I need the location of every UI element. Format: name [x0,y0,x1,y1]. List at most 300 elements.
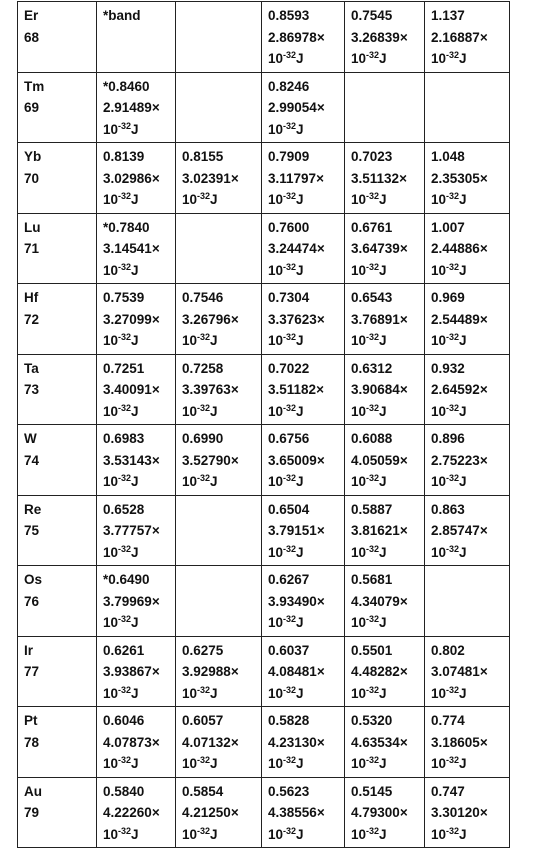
energy-mantissa: 4.07873 [103,734,152,750]
primary-value: 0.6275 [182,642,224,658]
value-cell [345,566,425,637]
exponent-power: -32 [118,543,132,554]
value-cell [97,495,176,566]
energy-mantissa-line [103,238,175,260]
energy-exponent-line [431,48,509,72]
value-cell [262,2,345,73]
energy-unit: J [459,685,467,701]
energy-unit: J [210,333,218,348]
energy-exponent-line [268,330,344,354]
exponent-power: -32 [366,332,380,342]
value-cell [425,495,510,566]
energy-mantissa-line [351,238,424,260]
times-sign: × [399,523,408,538]
energy-mantissa-line [268,591,344,613]
element-symbol: Er [24,8,39,23]
energy-mantissa: 3.90684 [351,382,400,397]
energy-mantissa-line [351,27,424,49]
times-sign: × [399,29,408,45]
energy-unit: J [296,51,304,66]
energy-unit: J [131,826,139,842]
energy-mantissa-line [431,802,509,824]
times-sign: × [230,452,239,468]
primary-value: 0.6312 [351,360,393,376]
element-cell [18,636,97,707]
energy-mantissa-line [268,238,344,260]
times-sign: × [399,805,408,820]
primary-value: 0.932 [431,360,465,376]
exponent-base: 10 [431,333,447,348]
energy-exponent-line [431,260,509,284]
table-row [18,777,510,848]
exponent-power: -32 [197,402,211,413]
value-cell [425,707,510,778]
energy-unit: J [379,544,387,560]
exponent-power: -32 [283,402,297,413]
element-cell [18,495,97,566]
value-cell [345,72,425,143]
exponent-power: -32 [446,402,460,413]
primary-value: 0.7546 [182,290,224,305]
atomic-number: 79 [24,805,40,820]
exponent-base: 10 [351,333,367,348]
energy-exponent-line [268,401,344,425]
value-cell [97,213,176,284]
energy-mantissa: 3.02391 [182,170,231,186]
table-row [18,495,510,566]
energy-mantissa: 3.93867 [103,664,152,679]
atomic-number: 77 [24,664,40,679]
exponent-power: -32 [118,402,132,413]
energy-exponent-line [268,683,344,707]
energy-exponent-line [268,189,344,213]
energy-unit: J [131,756,139,771]
energy-mantissa-line [431,379,509,401]
table-row [18,143,510,214]
energy-mantissa: 3.07481 [431,664,480,679]
exponent-base: 10 [103,474,119,489]
primary-value: 0.863 [431,501,465,517]
energy-unit: J [379,51,387,66]
energy-mantissa-line [182,732,261,754]
times-sign: × [399,664,408,679]
times-sign: × [316,241,325,256]
energy-exponent-line [351,330,424,354]
energy-exponent-line [182,471,261,495]
primary-value: 0.6990 [182,431,224,446]
element-symbol: W [24,431,37,446]
value-cell [345,777,425,848]
primary-value: 0.7304 [268,290,310,305]
value-cell [345,354,425,425]
value-cell [97,2,176,73]
primary-value: 0.6261 [103,642,145,658]
table-row [18,636,510,707]
energy-mantissa-line [268,520,344,542]
energy-unit: J [379,685,387,701]
element-symbol: Ir [24,642,34,658]
times-sign: × [151,593,160,609]
exponent-power: -32 [366,614,380,624]
energy-mantissa-line [351,732,424,754]
exponent-base: 10 [182,474,198,489]
energy-exponent-line [103,683,175,707]
exponent-base: 10 [268,826,284,842]
table-row [18,213,510,284]
energy-unit: J [379,333,387,348]
energy-mantissa: 4.38556 [268,805,317,820]
value-cell [97,354,176,425]
primary-value: 0.6057 [182,713,224,728]
exponent-base: 10 [351,544,367,560]
value-cell [176,566,262,637]
energy-mantissa-line [351,379,424,401]
exponent-power: -32 [283,261,297,272]
energy-exponent-line [351,260,424,284]
energy-mantissa: 2.85747 [431,523,480,538]
primary-value: 1.048 [431,149,465,164]
times-sign: × [316,805,325,820]
element-energy-table [17,1,510,848]
energy-exponent-line [182,189,261,213]
value-cell [425,284,510,355]
energy-unit: J [296,756,304,771]
exponent-power: -32 [118,684,132,695]
energy-unit: J [131,121,139,137]
energy-unit: J [296,615,304,630]
energy-exponent-line [182,753,261,777]
energy-mantissa-line [431,27,509,49]
exponent-power: -32 [283,120,297,131]
energy-mantissa-line [103,309,175,331]
energy-unit: J [459,826,467,842]
exponent-base: 10 [431,685,447,701]
energy-mantissa: 3.11797 [268,170,317,186]
energy-exponent-line [182,401,261,425]
exponent-base: 10 [182,685,198,701]
primary-value: 0.7600 [268,219,310,235]
energy-exponent-line [182,824,261,848]
energy-mantissa: 3.53143 [103,452,152,468]
exponent-base: 10 [431,51,447,66]
primary-value: 0.7539 [103,290,145,305]
element-cell [18,777,97,848]
exponent-power: -32 [446,543,460,554]
energy-exponent-line [351,48,424,72]
exponent-power: -32 [446,50,460,60]
times-sign: × [230,311,239,327]
primary-value: 0.896 [431,431,465,446]
primary-value: *band [103,8,141,23]
times-sign: × [151,523,160,538]
times-sign: × [399,593,408,609]
energy-mantissa-line [268,168,344,190]
energy-mantissa-line [351,450,424,472]
value-cell [176,72,262,143]
exponent-power: -32 [283,755,297,765]
exponent-power: -32 [118,191,132,201]
energy-unit: J [210,826,218,842]
exponent-power: -32 [283,825,297,836]
energy-exponent-line [103,189,175,213]
primary-value: 0.7258 [182,360,224,376]
primary-value: 0.8139 [103,149,145,164]
energy-unit: J [296,403,304,419]
element-cell [18,213,97,284]
energy-mantissa-line [431,732,509,754]
primary-value: 0.6267 [268,572,310,587]
energy-unit: J [459,544,467,560]
energy-mantissa: 3.81621 [351,523,400,538]
exponent-base: 10 [103,544,119,560]
primary-value: 0.6504 [268,501,310,517]
value-cell [262,354,345,425]
atomic-number: 69 [24,100,40,115]
element-cell [18,143,97,214]
exponent-base: 10 [182,403,198,419]
table-row [18,72,510,143]
primary-value: 0.7545 [351,8,393,23]
energy-mantissa-line [268,309,344,331]
exponent-power: -32 [197,825,211,836]
times-sign: × [399,452,408,468]
value-cell [425,143,510,214]
energy-mantissa-line [103,450,175,472]
element-symbol: Ta [24,360,39,376]
primary-value: 0.6983 [103,431,145,446]
value-cell [345,707,425,778]
atomic-number: 74 [24,452,40,468]
energy-exponent-line [431,330,509,354]
exponent-base: 10 [103,685,119,701]
exponent-base: 10 [431,756,447,771]
energy-unit: J [296,544,304,560]
value-cell [262,495,345,566]
exponent-base: 10 [351,826,367,842]
value-cell [176,495,262,566]
energy-mantissa: 4.07132 [182,734,231,750]
exponent-power: -32 [283,332,297,342]
exponent-base: 10 [431,192,447,207]
energy-unit: J [210,756,218,771]
value-cell [262,72,345,143]
primary-value: 0.6046 [103,713,145,728]
exponent-power: -32 [283,191,297,201]
value-cell [425,777,510,848]
energy-exponent-line [351,824,424,848]
exponent-base: 10 [103,192,119,207]
element-cell [18,72,97,143]
exponent-base: 10 [351,51,367,66]
primary-value: 0.5840 [103,783,145,799]
energy-mantissa: 3.37623 [268,311,317,327]
times-sign: × [479,29,488,45]
energy-mantissa: 3.30120 [431,805,480,820]
energy-mantissa-line [351,802,424,824]
energy-exponent-line [268,471,344,495]
value-cell [97,566,176,637]
exponent-power: -32 [118,120,132,131]
energy-unit: J [210,685,218,701]
value-cell [176,143,262,214]
value-cell [176,636,262,707]
exponent-power: -32 [118,332,132,342]
times-sign: × [399,170,407,186]
primary-value: 1.137 [431,8,465,23]
value-cell [176,213,262,284]
value-cell [97,777,176,848]
energy-exponent-line [268,542,344,566]
energy-mantissa: 4.22260 [103,805,152,820]
exponent-power: -32 [197,755,211,765]
value-cell [345,636,425,707]
exponent-power: -32 [118,473,132,483]
value-cell [176,2,262,73]
primary-value: *0.7840 [103,219,150,235]
energy-exponent-line [268,824,344,848]
exponent-power: -32 [366,50,380,60]
value-cell [345,213,425,284]
table-row [18,2,510,73]
exponent-base: 10 [431,474,447,489]
energy-exponent-line [103,542,175,566]
energy-exponent-line [351,683,424,707]
value-cell [176,707,262,778]
energy-exponent-line [103,119,175,143]
energy-mantissa: 3.39763 [182,382,231,397]
energy-unit: J [459,333,467,348]
exponent-base: 10 [182,333,198,348]
value-cell [262,566,345,637]
energy-unit: J [379,403,387,419]
value-cell [262,213,345,284]
exponent-power: -32 [366,191,380,201]
energy-exponent-line [268,753,344,777]
energy-mantissa: 3.76891 [351,311,400,327]
energy-unit: J [296,685,304,701]
energy-unit: J [459,756,467,771]
energy-unit: J [379,474,387,489]
energy-unit: J [459,192,467,207]
energy-unit: J [379,756,387,771]
energy-mantissa: 3.79969 [103,593,152,609]
exponent-base: 10 [268,756,284,771]
energy-exponent-line [182,683,261,707]
times-sign: × [230,664,239,679]
value-cell [425,72,510,143]
energy-mantissa: 2.64592 [431,382,480,397]
times-sign: × [316,100,325,115]
primary-value: 0.5320 [351,713,393,728]
value-cell [345,284,425,355]
energy-mantissa-line [351,309,424,331]
energy-mantissa-line [268,27,344,49]
element-symbol: Re [24,501,42,517]
value-cell [345,2,425,73]
energy-mantissa: 3.79151 [268,523,317,538]
element-symbol: Yb [24,149,42,164]
exponent-power: -32 [446,825,460,836]
energy-mantissa-line [268,732,344,754]
exponent-base: 10 [103,262,119,278]
energy-mantissa-line [431,238,509,260]
exponent-power: -32 [446,261,460,272]
exponent-power: -32 [283,684,297,695]
energy-mantissa: 2.54489 [431,311,480,327]
primary-value: 0.7251 [103,360,145,376]
exponent-power: -32 [118,755,132,765]
energy-mantissa: 3.93490 [268,593,317,609]
energy-unit: J [131,333,139,348]
exponent-base: 10 [351,192,367,207]
primary-value: 0.5623 [268,783,310,799]
times-sign: × [316,593,325,609]
primary-value: 0.6543 [351,290,393,305]
energy-unit: J [131,615,139,630]
energy-mantissa: 2.91489 [103,100,152,115]
energy-exponent-line [351,189,424,213]
energy-exponent-line [268,612,344,636]
energy-mantissa: 3.02986 [103,170,152,186]
energy-mantissa-line [351,520,424,542]
value-cell [97,72,176,143]
exponent-base: 10 [103,121,119,137]
energy-mantissa-line [103,520,175,542]
value-cell [97,707,176,778]
table-row [18,354,510,425]
energy-unit: J [210,192,218,207]
exponent-base: 10 [103,756,119,771]
value-cell [425,2,510,73]
energy-unit: J [296,333,304,348]
times-sign: × [316,452,325,468]
energy-unit: J [459,474,467,489]
energy-exponent-line [431,683,509,707]
exponent-base: 10 [182,826,198,842]
exponent-base: 10 [431,262,447,278]
value-cell [262,777,345,848]
energy-mantissa: 2.99054 [268,100,317,115]
energy-mantissa: 2.44886 [431,241,480,256]
times-sign: × [151,805,160,820]
energy-mantissa-line [431,450,509,472]
element-symbol: Pt [24,713,38,728]
times-sign: × [151,241,160,256]
energy-mantissa: 3.18605 [431,734,480,750]
table-body [18,2,510,848]
times-sign: × [230,170,239,186]
energy-mantissa: 3.26796 [182,311,231,327]
exponent-power: -32 [366,684,380,695]
value-cell [176,354,262,425]
energy-mantissa: 3.52790 [182,452,231,468]
exponent-base: 10 [351,474,367,489]
value-cell [262,425,345,496]
atomic-number: 68 [24,29,40,45]
atomic-number: 76 [24,593,40,609]
energy-mantissa-line [431,661,509,683]
energy-mantissa: 4.08481 [268,664,317,679]
exponent-power: -32 [197,332,211,342]
exponent-power: -32 [283,473,297,483]
energy-exponent-line [431,471,509,495]
energy-mantissa-line [103,661,175,683]
energy-exponent-line [103,401,175,425]
primary-value: 0.6037 [268,642,310,658]
energy-mantissa-line [182,661,261,683]
exponent-base: 10 [268,192,284,207]
energy-mantissa: 2.75223 [431,452,480,468]
